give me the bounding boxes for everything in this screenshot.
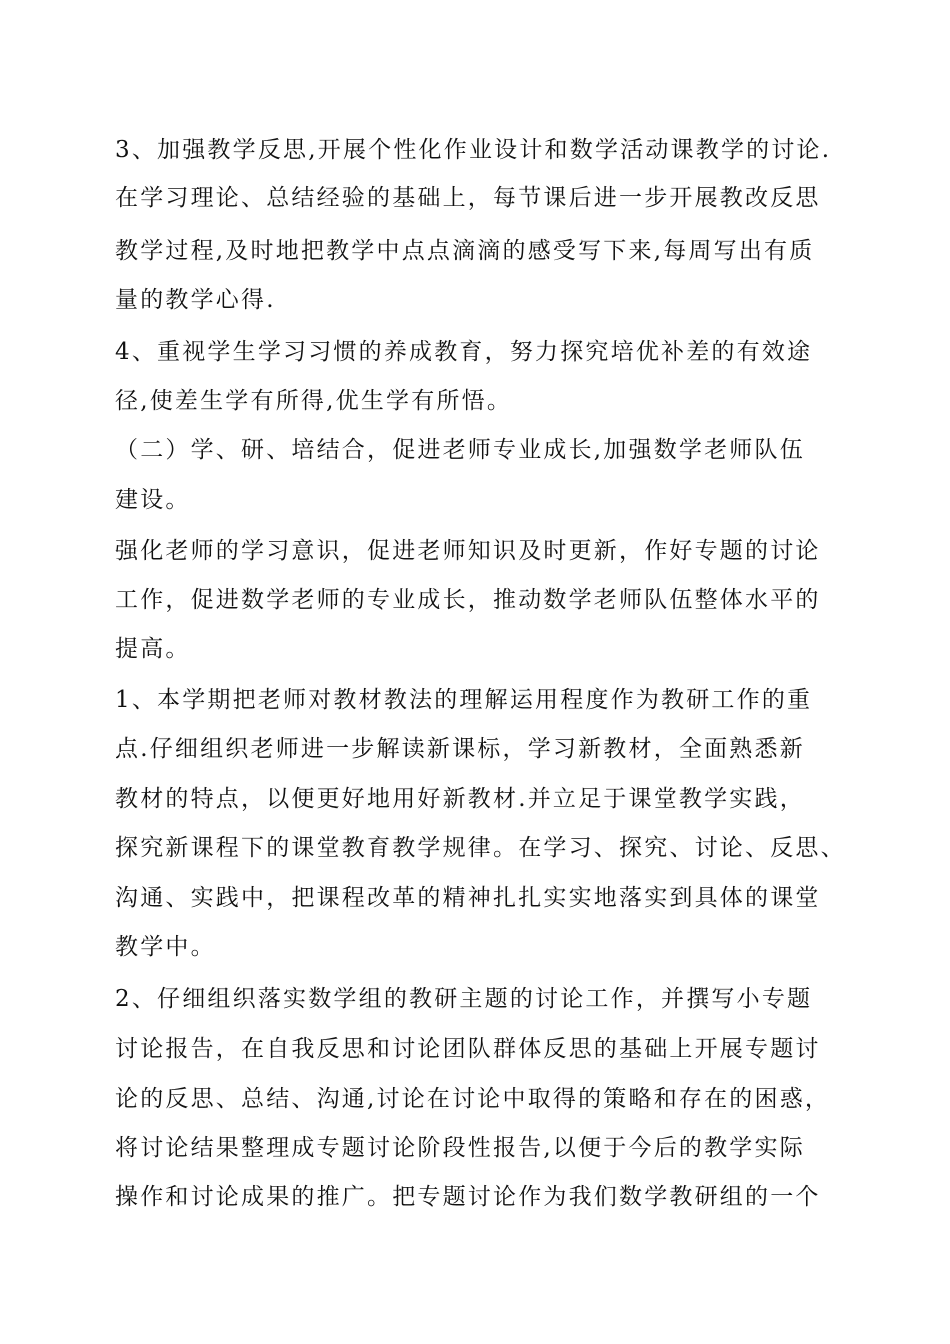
text-line: 强化老师的学习意识，促进老师知识及时更新，作好专题的讨论 [115,538,821,564]
text-line: 点.仔细组织老师进一步解读新课标，学习新教材，全面熟悉新 [115,736,805,762]
text-line: 2、仔细组织落实数学组的教研主题的讨论工作，并撰写小专题 [115,986,813,1012]
text-line: 教材的特点，以便更好地用好新教材.并立足于课堂教学实践， [115,786,805,812]
section-heading: （二）学、研、培结合，促进老师专业成长,加强数学老师队伍 [115,437,805,463]
text-line: 在学习理论、总结经验的基础上，每节课后进一步开展教改反思 [115,185,821,211]
text-line: 教学中。 [115,934,216,960]
text-line: 将讨论结果整理成专题讨论阶段性报告,以便于今后的教学实际 [115,1135,805,1161]
text-line: 探究新课程下的课堂教育教学规律。在学习、探究、讨论、反思、 [115,835,846,861]
text-line: 讨论报告，在自我反思和讨论团队群体反思的基础上开展专题讨 [115,1036,821,1062]
text-line: 4、重视学生学习习惯的养成教育，努力探究培优补差的有效途 [115,339,813,365]
text-line: 操作和讨论成果的推广。把专题讨论作为我们数学教研组的一个 [115,1184,821,1210]
text-line: 沟通、实践中，把课程改革的精神扎扎实实地落实到具体的课堂 [115,885,821,911]
text-line: 径,使差生学有所得,优生学有所悟。 [115,388,513,414]
text-line: 3、加强教学反思,开展个性化作业设计和数学活动课教学的讨论. [115,137,832,163]
text-line: 论的反思、总结、沟通,讨论在讨论中取得的策略和存在的困惑， [115,1086,831,1112]
text-line: 教学过程,及时地把教学中点点滴滴的感受写下来,每周写出有质 [115,238,815,264]
text-line: 量的教学心得. [115,287,276,313]
section-heading-continued: 建设。 [115,487,191,513]
text-line: 提高。 [115,636,191,662]
text-line: 1、本学期把老师对教材教法的理解运用程度作为教研工作的重 [115,687,813,713]
text-line: 工作，促进数学老师的专业成长，推动数学老师队伍整体水平的 [115,587,821,613]
